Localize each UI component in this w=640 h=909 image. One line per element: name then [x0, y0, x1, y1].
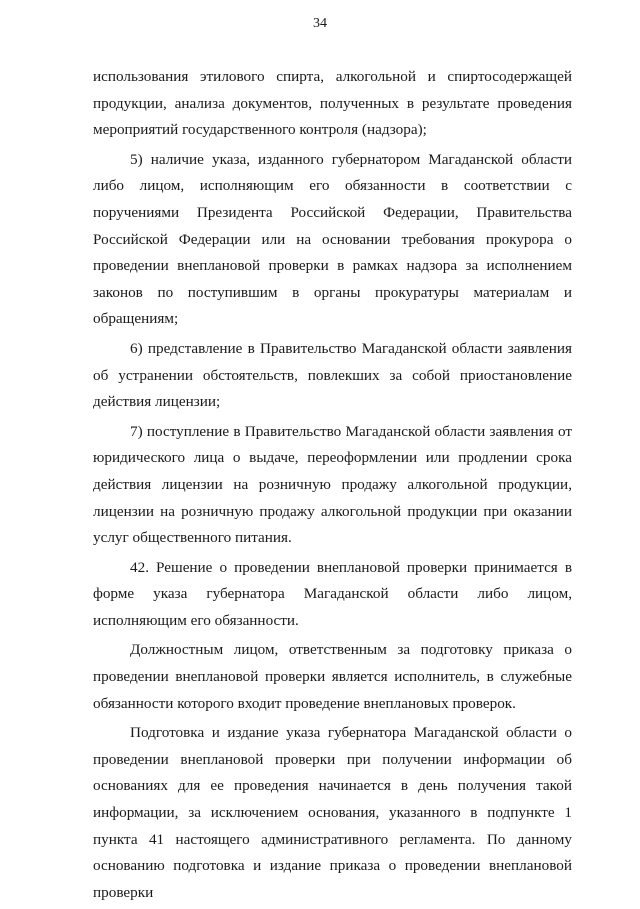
paragraph-responsible-officer: Должностным лицом, ответственным за подготовку приказа о проведении внеплановой проверки является исполнитель, в служебные обязанности которого входит проведение внеплановых проверок. — [93, 641, 572, 712]
paragraph-clause-42: 42. Решение о проведении внеплановой проверки принимается в форме указа губернатора Магаданской области либо лицом, исполняющим его обязанности. — [93, 558, 572, 629]
paragraph-item-6: 6) представление в Правительство Магаданской области заявления об устранении обстоятельств, повлекших за собой приостановление действия лицензии; — [93, 339, 572, 411]
paragraph-item-7: 7) поступление в Правительство Магаданской области заявления от юридического лица о выдаче, переоформлении или продлении срока действия лицензии на розничную продажу алкогольной продукции, лицензии на розничную продажу алкогольной продукции при оказании услуг общественного питания. — [93, 422, 572, 547]
paragraph-item-5: 5) наличие указа, изданного губернатором Магаданской области либо лицом, исполняющим его обязанности в соответствии с поручениями Президента Российской Федерации, Правительства Российской Федерации или на основании требования прокурора о проведении внеплановой проверки в рамках надзора за исполнением законов по поступившим в органы прокуратуры материалам и обращениям; — [93, 150, 572, 328]
paragraph-continuation: использования этилового спирта, алкогольной и спиртосодержащей продукции, анализа документов, полученных в результате проведения мероприятий государственного контроля (надзора); — [93, 68, 572, 139]
paragraph-preparation: Подготовка и издание указа губернатора Магаданской области о проведении внеплановой проверки при получении информации об основаниях для ее проведения начинается в день получения такой информации, за исключением основания, указанного в подпункте 1 пункта 41 настоящего административного регламента. По данному основанию подготовка и издание приказа о проведении внеплановой проверки — [93, 724, 572, 901]
document-body — [93, 64, 572, 909]
page-number: 34 — [313, 16, 327, 31]
